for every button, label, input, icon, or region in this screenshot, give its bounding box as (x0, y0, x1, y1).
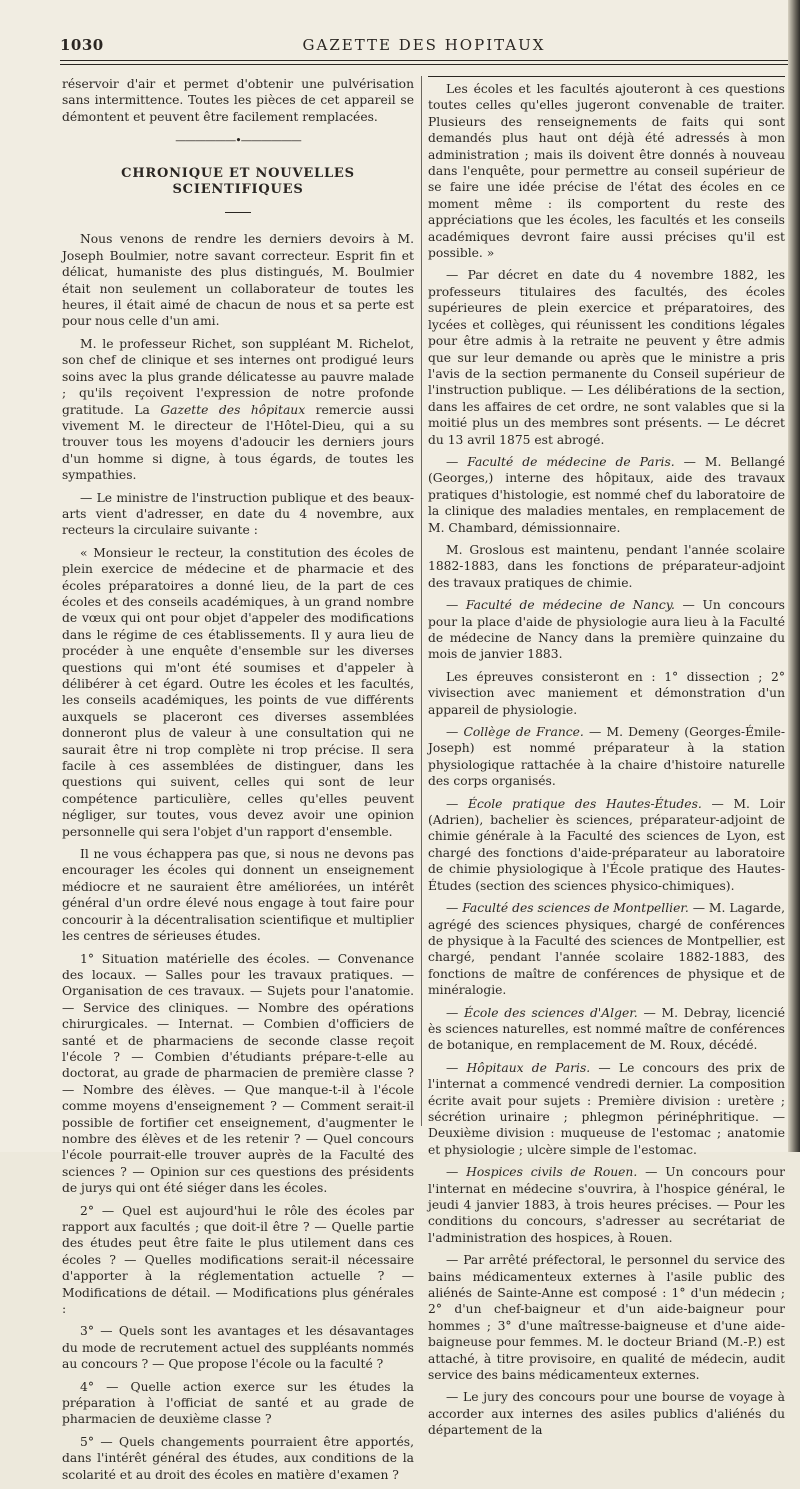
page-number: 1030 (60, 36, 104, 54)
paragraph: « Monsieur le recteur, la constitution des écoles de plein exercice de médecine et de pharmacie et des écoles préparatoires a donné lieu, de la part de ces écoles et des conseils académiques, à un grand nombre de vœux qui ont pour objet d'appeler des modifications dans le régime de ces établissements. Il y aura lieu de procéder à une enquête d'ensemble sur les diverses questions qui m'ont été soumises et d'appeler à délibérer à cet égard. Outre les écoles et les facultés, les conseils académiques, les points de vue différents auxquels se placeront ces diverses assemblées donneront plus de valeur à une consultation qui ne saurait être ni trop complète ni trop précise. Il sera facile à ces assemblées de distinguer, dans les questions qui suivent, celles qui sont de leur compétence particulière, celles qu'elles peuvent négliger, sur toutes, vous devez avoir une opinion personnelle qui sera l'objet d'un rapport d'ensemble. (62, 545, 414, 839)
page-binding-edge (788, 0, 800, 1152)
paragraph: M. Groslous est maintenu, pendant l'année scolaire 1882-1883, dans les fonctions de préparateur-adjoint des travaux pratiques de chimie. (428, 542, 785, 590)
paragraph: 3° — Quels sont les avantages et les désavantages du mode de recrutement actuel des suppléants nommés au concours ? — Que propose l'école ou la faculté ? (62, 1324, 414, 1372)
header-rule-thin (60, 64, 788, 65)
paragraph: — École pratique des Hautes-Études. — M. Loir (Adrien), bachelier ès sciences, préparateur-adjoint de chimie générale à la Faculté des sciences de Lyon, est chargé des fonctions d'aide-préparateur au laboratoire de chimie physiologique à l'École pratique des Hautes-Études (section des sciences physico-chimiques). (428, 796, 785, 893)
paragraph: — Par arrêté préfectoral, le personnel du service des bains médicamenteux externes à l'asile public des aliénés de Sainte-Anne est composé : 1° d'un médecin ; 2° d'un chef-baigneur et d'un aide-baigneur pour hommes ; 3° d'une maîtresse-baigneuse et d'une aide-baigneuse pour femmes. M. le docteur Briand (M.-P.) est attaché, à titre provisoire, en qualité de médecin, audit service des bains médicamenteux externes. (428, 1253, 785, 1383)
paragraph: 2° — Quel est aujourd'hui le rôle des écoles par rapport aux facultés ; que doit-il être ? — Quelle partie des études peut être faite le plus utilement dans ces écoles ? — Quelles modifications serait-il nécessaire d'apporter à la réglementation actuelle ? — Modifications de détail. — Modifications plus générales : (62, 1203, 414, 1317)
page-header (60, 36, 788, 58)
paragraph: — Collège de France. — M. Demeny (Georges-Émile-Joseph) est nommé préparateur à la station physiologique rattachée à la chaire d'histoire naturelle des corps organisés. (428, 725, 786, 789)
paragraph: — Faculté de médecine de Nancy. — Un concours pour la place d'aide de physiologie aura lieu à la Faculté de médecine de Nancy dans la première quinzaine du mois de janvier 1883. (428, 598, 785, 662)
paragraph: Il ne vous échappera pas que, si nous ne devons pas encourager les écoles qui donnent un enseignement médiocre et ne sauraient être améliorées, un intérêt général d'un ordre élevé nous engage à tout faire pour concourir à la décentralisation scientifique et multiplier les centres de sérieuses études. (62, 847, 414, 944)
paragraph: — Hôpitaux de Paris. — Le concours des prix de l'internat a commencé vendredi dernier. La composition écrite avait pour sujets : Première division : uretère ; sécrétion urinaire ; phlegmon périnéphritique. — Deuxième division : muqueuse de l'estomac ; anatomie et physiologie ; ulcère simple de l'estomac. (428, 1060, 785, 1157)
paragraph: — Par décret en date du 4 novembre 1882, les professeurs titulaires des facultés, des écoles supérieures de plein exercice et préparatoires, des lycées et collèges, qui réunissent les conditions légales pour être admis à la retraite ne peuvent y être admis que sur leur demande ou après que le ministre a pris l'avis de la section permanente du Conseil supérieur de l'instruction publique. — Les délibérations de la section, dans les affaires de cet ordre, ne sont valables que si la moitié plus un des membres sont présents. — Le décret du 13 avril 1875 est abrogé. (428, 268, 785, 447)
paragraph: — Faculté des sciences de Montpellier. — M. Lagarde, agrégé des sciences physiques, chargé de conférences de physique à la Faculté des sciences de Montpellier, est chargé, pendant l'année scolaire 1882-1883, des fonctions de maître de conférences de physique et de minéralogie. (428, 901, 785, 998)
paragraph: — Le jury des concours pour une bourse de voyage à accorder aux internes des asiles publics d'aliénés du département de la (428, 1390, 785, 1438)
paragraph: Nous venons de rendre les derniers devoirs à M. Joseph Boulmier, notre savant correcteur. Esprit fin et délicat, humaniste des plus distingués, M. Boulmier était non seulement un collaborateur de toutes les heures, il était aimé de chacun de nous et sa perte est pour nous celle d'un ami. (62, 232, 414, 329)
header-rule (60, 60, 788, 61)
section-title: CHRONIQUE ET NOUVELLES SCIENTIFIQUES (121, 165, 355, 198)
ornament-divider: ——————•—————— (175, 134, 301, 148)
left-column (62, 76, 414, 1489)
intro-paragraph: réservoir d'air et permet d'obtenir une pulvérisation sans intermittence. Toutes les pièces de cet appareil se démontent et peuvent être facilement remplacées. (62, 77, 414, 124)
paragraph: Les épreuves consisteront en : 1° dissection ; 2° vivisection avec maniement et démonstration d'un appareil de physiologie. (428, 669, 785, 717)
paragraph: 5° — Quels changements pourraient être apportés, dans l'intérêt général des études, aux conditions de la scolarité et au droit des écoles en matière d'examen ? (62, 1434, 414, 1482)
paragraph: 1° Situation matérielle des écoles. — Convenance des locaux. — Salles pour les travaux pratiques. — Organisation de ces travaux. — Sujets pour l'anatomie. — Service des cliniques. — Nombre des opérations chirurgicales. — Internat. — Combien d'officiers de santé et de pharmaciens de seconde classe reçoit l'école ? — Combien d'étudiants prépare-t-elle au doctorat, au grade de pharmacien de première classe ? — Nombre des élèves. — Que manque-t-il à l'école comme moyens d'enseignement ? — Comment serait-il possible de fortifier cet enseignement, d'augmenter le nombre des élèves et de les retenir ? — Quel concours l'école pourrait-elle trouver auprès de la Faculté des sciences ? — Opinion sur ces questions des présidents de jurys qui ont été siéger dans les écoles. (62, 951, 414, 1196)
paragraph: 4° — Quelle action exerce sur les études la préparation à l'officiat de santé et au grade de pharmacien de deuxième classe ? (62, 1379, 414, 1427)
paragraph: — Hospices civils de Rouen. — Un concours pour l'internat en médecine s'ouvrira, à l'hospice général, le jeudi 4 janvier 1883, à trois heures précises. — Pour les conditions du concours, s'adresser au secrétariat de l'administration des hospices, à Rouen. (428, 1165, 785, 1245)
paragraph: — Le ministre de l'instruction publique et des beaux-arts vient d'adresser, en date du 4 novembre, aux recteurs la circulaire suivante : (62, 490, 414, 538)
paragraph: — Faculté de médecine de Paris. — M. Bellangé (Georges,) interne des hôpitaux, aide des travaux pratiques d'histologie, est nommé chef du laboratoire de la clinique des maladies mentales, en remplacement de M. Chambard, démissionnaire. (428, 454, 785, 535)
column-top-rule (428, 76, 785, 77)
journal-title: GAZETTE DES HOPITAUX (302, 36, 546, 54)
section-rule (225, 212, 251, 213)
column-divider (421, 76, 422, 1126)
paragraph: Les écoles et les facultés ajouteront à ces questions toutes celles qu'elles jugeront convenable de traiter. Plusieurs des renseignements de faits qui sont demandés plus haut ont déjà été adressés à mon administration ; mais ils doivent être donnés à nouveau dans l'enquête, pour permettre au conseil supérieur de se faire une idée précise de l'état des écoles en ce moment même : ils comportent du reste des appréciations que les écoles, les facultés et les conseils académiques devront faire aussi précises qu'il est possible. » (428, 82, 785, 261)
right-column (428, 76, 785, 1445)
paragraph: — École des sciences d'Alger. — M. Debray, licencié ès sciences naturelles, est nommé maître de conférences de botanique, en remplacement de M. Roux, décédé. (428, 1005, 785, 1053)
paragraph: M. le professeur Richet, son suppléant M. Richelot, son chef de clinique et ses internes ont prodigué leurs soins avec la plus grande délicatesse au pauvre malade ; qu'ils reçoivent l'expression de notre profonde gratitude. La Gazette des hôpitaux remercie aussi vivement M. le directeur de l'Hôtel-Dieu, qui a su trouver tous les moyens d'adoucir les derniers jours d'un homme si digne, à tous égards, de toutes les sympathies. (62, 336, 414, 483)
